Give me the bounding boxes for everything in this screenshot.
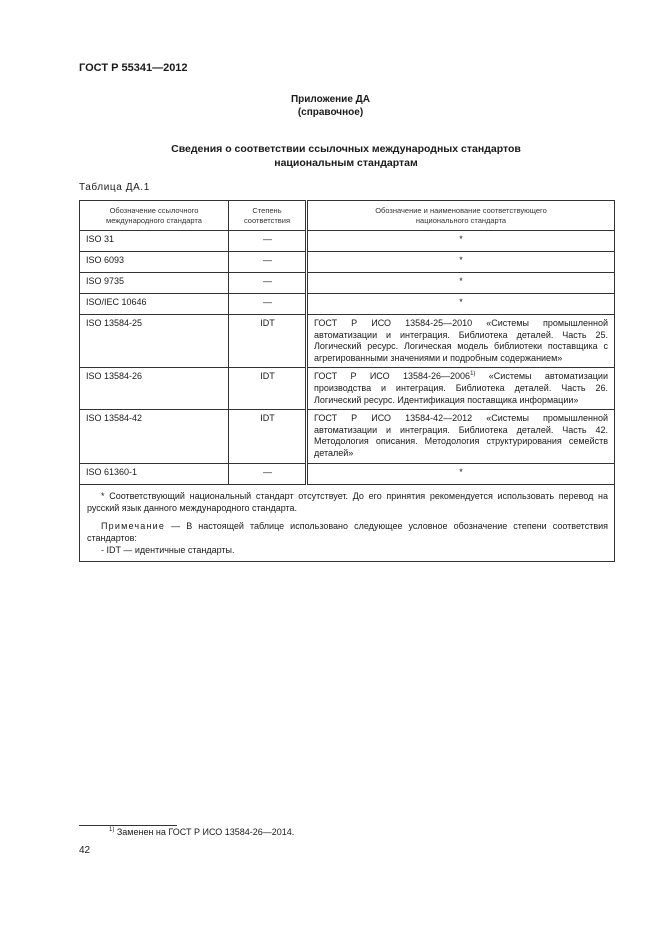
appendix-subtitle: (справочное)	[297, 107, 364, 118]
row-degree: —	[263, 466, 272, 477]
row-national: *	[459, 234, 463, 244]
table-remark	[87, 520, 608, 544]
row-degree: —	[263, 255, 272, 265]
row-std: ISO 13584-42	[86, 413, 143, 424]
row-national: ГОСТ Р ИСО 13584-42—2012 «Системы промышленной автоматизации и интеграция. Библиотека деталей. Часть 42. Методология описания. Методология структурирования семейств деталей»	[314, 413, 608, 458]
document-code: ГОСТ Р 55341—2012	[79, 62, 188, 74]
footnote-marker: 1)	[109, 827, 115, 833]
section-title	[150, 142, 542, 170]
row-std: ISO 31	[86, 234, 115, 244]
row-degree: IDT	[260, 413, 275, 424]
row-national: *	[459, 255, 463, 265]
table-row	[80, 231, 615, 252]
header-std-line1: Обозначение ссылочного	[109, 205, 199, 215]
table-notes-row	[80, 484, 615, 561]
row-std: ISO 13584-26	[86, 371, 143, 382]
row-std: ISO 61360-1	[86, 466, 138, 477]
remark-label: Примечание	[101, 520, 166, 531]
footnote-ref-marker: 1)	[470, 371, 476, 378]
appendix-heading	[0, 93, 661, 119]
row-national-pre: ГОСТ Р ИСО 13584-26—2006	[314, 371, 471, 382]
row-std: ISO 9735	[86, 276, 125, 286]
section-title-line1: Сведения о соответствии ссылочных международных стандартов	[171, 143, 521, 155]
table-label: Таблица ДА.1	[79, 182, 150, 193]
row-degree: IDT	[260, 318, 275, 328]
table-row	[80, 410, 615, 463]
row-degree: —	[263, 234, 272, 244]
appendix-title: Приложение ДА	[290, 94, 371, 105]
row-national-post: «Системы автоматизации производства и интеграция. Библиотека деталей. Часть 26. Логический ресурс. Идентификация поставщика информации»	[314, 371, 608, 405]
table-row	[80, 463, 615, 484]
row-std: ISO 13584-25	[86, 318, 143, 328]
row-std: ISO/IEC 10646	[86, 297, 147, 307]
row-std: ISO 6093	[86, 255, 125, 265]
header-international-standard	[80, 201, 229, 231]
table-notes	[80, 484, 615, 561]
row-national: *	[459, 466, 463, 477]
section-title-line2: национальным стандартам	[274, 157, 418, 169]
table-row	[80, 294, 615, 315]
header-deg-line2: соответствия	[243, 215, 291, 225]
footnote	[109, 827, 294, 837]
header-nat-line2: национального стандарта	[415, 215, 507, 225]
table-row	[80, 273, 615, 294]
header-degree	[229, 201, 307, 231]
row-national: *	[459, 276, 463, 286]
remark-item: - IDT — идентичные стандарты.	[101, 544, 235, 555]
header-deg-line1: Степень	[252, 205, 282, 215]
footnote-text: Заменен на ГОСТ Р ИСО 13584-26—2014.	[114, 827, 295, 837]
table-row	[80, 368, 615, 410]
row-degree: IDT	[260, 371, 275, 382]
correspondence-table	[79, 200, 615, 562]
footnote-separator	[79, 825, 177, 826]
page-number: 42	[79, 845, 91, 856]
header-nat-line1: Обозначение и наименование соответствующего	[375, 205, 547, 215]
table-row	[80, 252, 615, 273]
row-national	[308, 368, 614, 409]
row-degree: —	[263, 276, 272, 286]
header-national-standard	[307, 201, 615, 231]
star-note: * Соответствующий национальный стандарт отсутствует. До его принятия рекомендуется использовать перевод на русский язык данного международного стандарта.	[87, 490, 608, 513]
table-header-row	[80, 201, 615, 231]
header-std-line2: международного стандарта	[106, 215, 202, 225]
remark-text: — В настоящей таблице использовано следующее условное обозначение степени соответствия стандартов:	[87, 520, 608, 543]
table-row	[80, 315, 615, 368]
row-national: *	[459, 297, 463, 307]
row-national: ГОСТ Р ИСО 13584-25—2010 «Системы промышленной автоматизации и интеграция. Библиотека деталей. Часть 25. Логический ресурс. Логическая модель библиотеки поставщика с агрегированными значениями и подробным содержанием»	[314, 318, 608, 363]
row-degree: —	[263, 297, 272, 307]
